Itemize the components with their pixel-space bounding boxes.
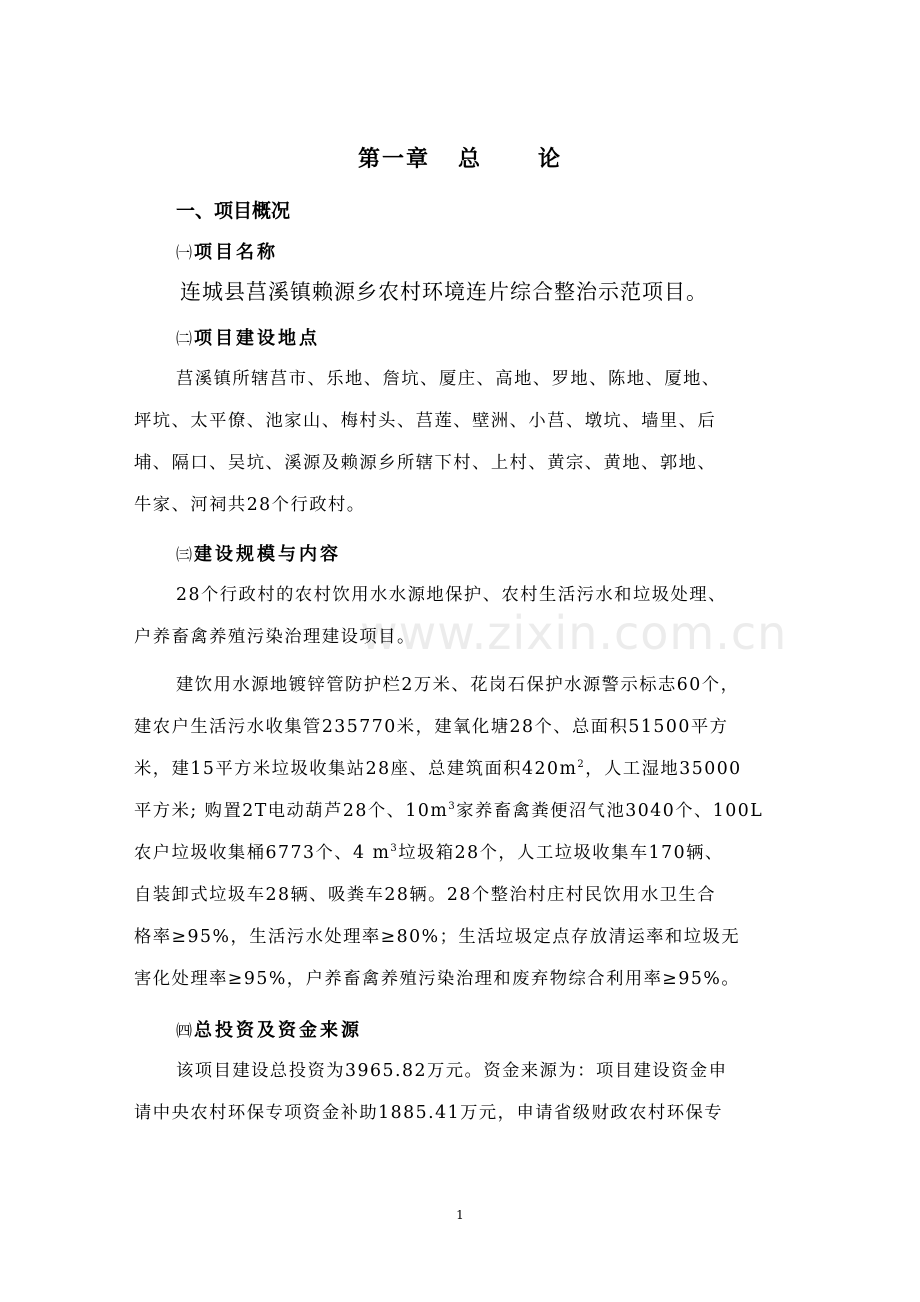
subsection-number: ㈣ <box>176 1021 193 1040</box>
subsection-title: 建设规模与内容 <box>194 544 342 565</box>
page-number: 1 <box>456 1208 464 1222</box>
subsection-number: ㈠ <box>176 243 193 262</box>
chapter-number: 第一章 <box>357 146 430 172</box>
subsection-heading-1 <box>176 238 278 264</box>
superscript: 3 <box>390 843 399 855</box>
paragraph-line: 自装卸式垃圾车28辆、吸粪车28辆。28个整治村庄村民饮用水卫生合 <box>134 885 717 905</box>
text-segment: ，人工湿地35000 <box>585 759 742 779</box>
text-segment: 家养畜禽粪便沼气池3040个、100L <box>456 801 764 821</box>
location-paragraph <box>134 358 810 526</box>
paragraph-line <box>134 748 810 790</box>
scope-paragraph-2 <box>134 664 810 1000</box>
paragraph-line: 该项目建设总投资为3965.82万元。资金来源为：项目建设资金申 <box>176 1061 728 1081</box>
paragraph-line <box>134 832 810 874</box>
chapter-word-1: 总 <box>457 146 482 172</box>
subsection-title: 项目建设地点 <box>194 328 321 349</box>
superscript: 3 <box>448 801 457 813</box>
subsection-heading-3 <box>176 540 341 566</box>
paragraph-line: 请中央农村环保专项资金补助1885.41万元，申请省级财政农村环保专 <box>134 1103 724 1123</box>
project-name: 连城县莒溪镇赖源乡农村环境连片综合整治示范项目。 <box>180 280 708 304</box>
section-heading: 一、项目概况 <box>176 200 291 222</box>
text-segment: 农户垃圾收集桶6773个、4 m <box>134 843 391 863</box>
superscript: 2 <box>577 759 586 771</box>
subsection-number: ㈢ <box>176 545 193 564</box>
paragraph-line: 害化处理率≥95%，户养畜禽养殖污染治理和废弃物综合利用率≥95%。 <box>134 969 741 989</box>
subsection-title: 总投资及资金来源 <box>194 1020 363 1041</box>
chapter-word-2: 论 <box>538 146 563 172</box>
paragraph-line: 坪坑、太平僚、池家山、梅村头、莒莲、壁洲、小莒、墩坑、墙里、后 <box>134 411 717 431</box>
paragraph-line: 28个行政村的农村饮用水水源地保护、农村生活污水和垃圾处理、 <box>176 585 727 605</box>
scope-paragraph-1 <box>134 574 810 658</box>
subsection-heading-2 <box>176 324 320 350</box>
paragraph-line: 建农户生活污水收集管235770米，建氧化塘28个、总面积51500平方 <box>134 717 729 737</box>
paragraph-line: 户养畜禽养殖污染治理建设项目。 <box>134 627 416 647</box>
text-segment: 平方米; 购置2T电动葫芦28个、10m <box>134 801 449 821</box>
paragraph-line: 格率≥95%，生活污水处理率≥80%；生活垃圾定点存放清运率和垃圾无 <box>134 927 741 947</box>
paragraph-line: 莒溪镇所辖莒市、乐地、詹坑、厦庄、高地、罗地、陈地、厦地、 <box>176 369 721 389</box>
paragraph-line <box>134 790 810 832</box>
watermark: www.zixin.com.cn <box>360 606 788 660</box>
chapter-title <box>0 142 920 173</box>
subsection-number: ㈡ <box>176 329 193 348</box>
text-segment: 米，建15平方米垃圾收集站28座、总建筑面积420m <box>134 759 578 779</box>
paragraph-line: 埔、隔口、吴坑、溪源及赖源乡所辖下村、上村、黄宗、黄地、郭地、 <box>134 453 717 473</box>
subsection-heading-4 <box>176 1016 362 1042</box>
text-segment: 垃圾箱28个，人工垃圾收集车170辆、 <box>398 843 724 863</box>
subsection-title: 项目名称 <box>194 242 279 263</box>
paragraph-line: 建饮用水源地镀锌管防护栏2万米、花岗石保护水源警示标志60个， <box>176 675 740 695</box>
paragraph-line: 牛家、河祠共28个行政村。 <box>134 495 366 515</box>
investment-paragraph <box>134 1050 810 1134</box>
